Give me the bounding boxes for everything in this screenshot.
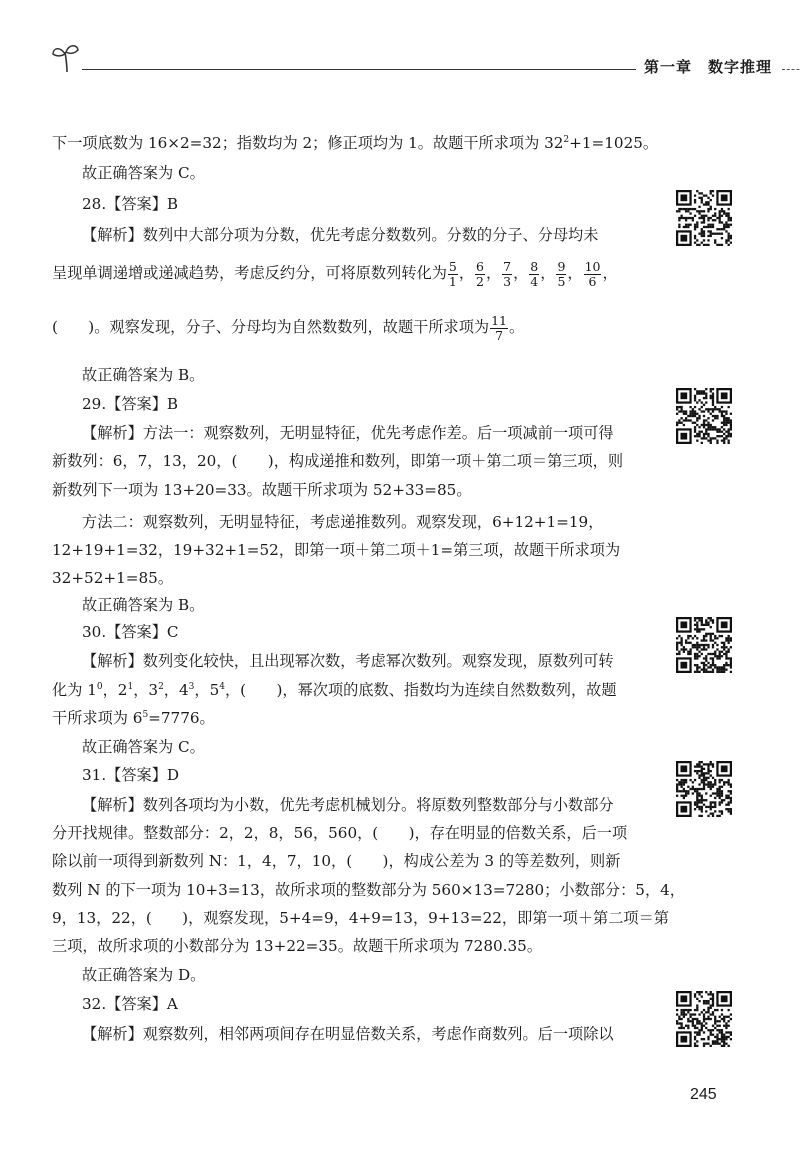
- answer-conclusion: 故正确答案为 B。: [82, 596, 205, 614]
- fraction: $\frac{10}{6}$: [584, 258, 601, 289]
- page-number: 245: [690, 1086, 717, 1103]
- answer-heading-30: 30.【答案】C: [82, 623, 179, 641]
- header-rule: [82, 69, 636, 70]
- answer-conclusion: 故正确答案为 B。: [82, 366, 205, 384]
- fraction: $\frac{7}{3}$: [503, 258, 512, 289]
- qr-code-icon[interactable]: [676, 991, 732, 1047]
- answer-conclusion: 故正确答案为 D。: [82, 966, 206, 984]
- text-line: 【解析】数列变化较快，且出现幂次数，考虑幂次数列。观察发现，原数列可转: [82, 652, 614, 670]
- answer-heading-29: 29.【答案】B: [82, 395, 179, 413]
- fraction: $\frac{6}{2}$: [476, 258, 484, 289]
- text-line: 干所求项为 $6^5=7776$。: [52, 709, 215, 727]
- text-line: 新数列下一项为 13+20=33。故题干所求项为 52+33=85。: [52, 481, 472, 499]
- answer-heading-28: 28.【答案】B: [82, 195, 179, 213]
- answer-heading-32: 32.【答案】A: [82, 995, 178, 1013]
- text-line: 12+19+1=32，19+32+1=52，即第一项＋第二项＋1=第三项，故题干所求项为: [52, 541, 621, 559]
- chapter-title: 第一章 数字推理: [644, 58, 773, 76]
- answer-conclusion: 故正确答案为 C。: [82, 738, 205, 756]
- qr-code-icon[interactable]: [676, 190, 732, 246]
- fraction: $\frac{11}{7}$: [491, 312, 508, 343]
- text-line: 下一项底数为 16×2=32；指数均为 2；修正项均为 1。故题干所求项为 $32^2+1=1025$。: [52, 134, 659, 152]
- text-line: 32+52+1=85。: [52, 569, 174, 587]
- text-line: 方法二：观察数列，无明显特征，考虑递推数列。观察发现，6+12+1=19，: [82, 513, 604, 531]
- qr-code-icon[interactable]: [676, 617, 732, 673]
- text-line: 【解析】数列各项均为小数，优先考虑机械划分。将原数列整数部分与小数部分: [82, 796, 614, 814]
- text-line: 分开找规律。整数部分：2，2，8，56，560，( )，存在明显的倍数关系，后一项: [52, 824, 628, 842]
- fraction: $\frac{5}{1}$: [448, 258, 457, 289]
- qr-code-icon[interactable]: [676, 388, 732, 444]
- text-line: 【解析】数列中大部分项为分数，优先考虑分数数列。分数的分子、分母均未: [82, 226, 599, 244]
- fraction: $\frac{8}{4}$: [530, 258, 539, 289]
- text-line: 【解析】方法一：观察数列，无明显特征，优先考虑作差。后一项减前一项可得: [82, 424, 614, 442]
- qr-code-icon[interactable]: [676, 761, 732, 817]
- sprout-logo-icon: [50, 42, 84, 74]
- text-line: 【解析】观察数列，相邻两项间存在明显倍数关系，考虑作商数列。后一项除以: [82, 1025, 614, 1043]
- text-line: 新数列：6，7，13，20，( )，构成递推和数列，即第一项＋第二项＝第三项，则: [52, 452, 624, 470]
- answer-conclusion: 故正确答案为 C。: [82, 164, 205, 182]
- text-line: ( )。观察发现，分子、分母均为自然数数列，故题干所求项为 $\frac{11}{7}$ 。: [52, 312, 525, 343]
- text-line: 9，13，22，( )，观察发现，5+4=9，4+9=13，9+13=22，即第一项＋第二项＝第: [52, 909, 669, 927]
- text-line: 除以前一项得到新数列 N：1，4，7，10，( )，构成公差为 3 的等差数列，则新: [52, 852, 621, 870]
- fraction: $\frac{9}{5}$: [557, 258, 566, 289]
- fraction-sequence: $\frac{5}{1}$ ， $\frac{6}{2}$ ， $\frac{7}{3}$ ， $\frac{8}{4}$ ， $\frac{9}{5}$ ， $\frac{10}{6}$ ，: [448, 258, 618, 289]
- text-line-powers: 化为 $1^0$，$2^1$，$3^2$，$4^3$，$5^4$，( )，幂次项的底数、指数均为连续自然数数列，故题: [52, 681, 617, 699]
- header-dashed-rule: [782, 69, 800, 70]
- text-line-fractions: 呈现单调递增或递减趋势，考虑反约分，可将原数列转化为 $\frac{5}{1}$ ， $\frac{6}{2}$ ， $\frac{7}{3}$ ， $\frac{8}{4}$ ， $\frac{9}{5}$ ， $\frac{10}{6}$ ，: [52, 258, 618, 289]
- text-line: 三项，故所求项的小数部分为 13+22=35。故题干所求项为 7280.35。: [52, 937, 543, 955]
- answer-heading-31: 31.【答案】D: [82, 766, 180, 784]
- text-line: 数列 N 的下一项为 10+3=13，故所求项的整数部分为 560×13=7280；小数部分：5，4，: [52, 881, 685, 899]
- page-header: [48, 42, 790, 82]
